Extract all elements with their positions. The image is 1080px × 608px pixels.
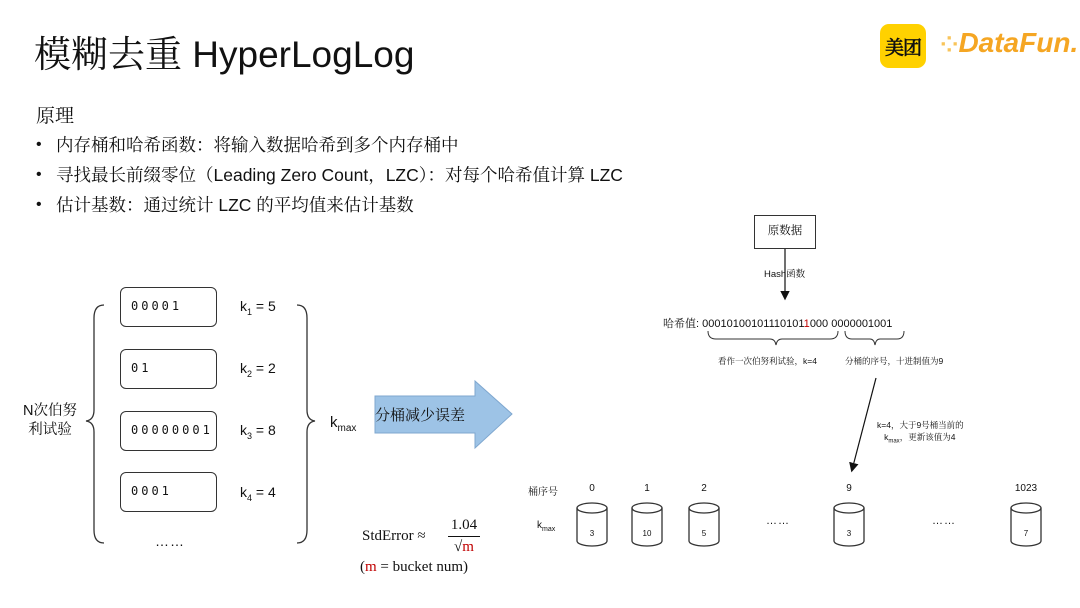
bucket-index-row-label: 桶序号 — [528, 487, 558, 498]
bucket-underbrace — [845, 331, 904, 345]
trial-underbrace — [708, 331, 838, 345]
bucket-kmax-value: 10 — [642, 529, 652, 538]
bucket-cylinder — [1011, 503, 1041, 546]
bucket-kmax-value: 3 — [589, 529, 595, 538]
trial-sequence-box: 01 — [120, 349, 217, 389]
trial-k-label: $k_2 = 2$ — [240, 360, 276, 379]
meituan-logo: 美团 — [880, 24, 926, 68]
hash-function-label: Hash函数 — [764, 269, 806, 280]
trial-k-label: $k_3 = 8$ — [240, 422, 276, 441]
bucket-cylinder — [632, 503, 662, 546]
bucket-cylinder — [834, 503, 864, 546]
right-brace — [297, 305, 315, 543]
fraction-bar — [448, 536, 480, 537]
bullet-item: • 内存桶和哈希函数：将输入数据哈希到多个内存桶中 — [34, 130, 623, 160]
buckets-ellipsis: …… — [766, 515, 790, 527]
bucket-update-note: k=4，大于9号桶当前的 $k_{max}$，更新该值为4 — [877, 420, 964, 445]
trial-k-label: $k_1 = 5$ — [240, 298, 276, 317]
trials-ellipsis: …… — [155, 533, 185, 549]
formula-denominator: √m — [454, 539, 474, 555]
bucket-kmax-value: 7 — [1023, 529, 1029, 538]
left-brace — [86, 305, 104, 543]
datafun-logo-text: DataFun. — [958, 27, 1079, 58]
buckets-ellipsis: …… — [932, 515, 956, 527]
bucket-cylinder — [689, 503, 719, 546]
bucket-index: 1023 — [1014, 483, 1038, 494]
trial-note: 看作一次伯努利试验，k=4 — [718, 356, 817, 366]
bucket-seq-note: 分桶的序号，十进制值为9 — [845, 356, 944, 366]
bullet-item: • 寻找最长前缀零位（Leading Zero Count，LZC）：对每个哈希值计算 LZC — [34, 160, 623, 190]
formula-numerator: 1.04 — [450, 517, 478, 533]
datafun-dots-icon: ⁘ — [940, 32, 957, 57]
trial-sequence-box: 0001 — [120, 472, 217, 512]
bucket-kmax-value: 3 — [846, 529, 852, 538]
bucket-index: 0 — [589, 483, 595, 494]
bucket-index: 1 — [644, 483, 650, 494]
raw-data-box: 原数据 — [754, 215, 816, 249]
trial-sequence-box: 00001 — [120, 287, 217, 327]
update-arrow — [852, 378, 876, 470]
trial-sequence-box: 00000001 — [120, 411, 217, 451]
kmax-label: $k_{max}$ — [330, 414, 357, 434]
trial-k-label: $k_4 = 4$ — [240, 484, 276, 503]
bernoulli-trials-label: N次伯努 利试验 — [23, 403, 77, 438]
bucket-kmax-row-label: $k_{max}$ — [537, 520, 556, 533]
std-error-formula — [362, 515, 492, 561]
bucket-kmax-value: 5 — [701, 529, 707, 538]
bucket-num-note: (m = bucket num) — [360, 559, 469, 575]
bucketing-arrow-label: 分桶减少误差 — [375, 407, 466, 424]
formula-prefix: StdError ≈ — [362, 528, 426, 544]
section-title: 原理 — [36, 106, 75, 127]
bullet-item: • 估计基数：通过统计 LZC 的平均值来估计基数 — [34, 190, 623, 220]
bucket-index: 9 — [846, 483, 852, 494]
bucket-cylinder — [577, 503, 607, 546]
page-title: 模糊去重 HyperLogLog — [34, 34, 415, 75]
hash-value: 哈希值: 000101001011101011000 0000001001 — [663, 318, 893, 330]
bucket-index: 2 — [701, 483, 707, 494]
